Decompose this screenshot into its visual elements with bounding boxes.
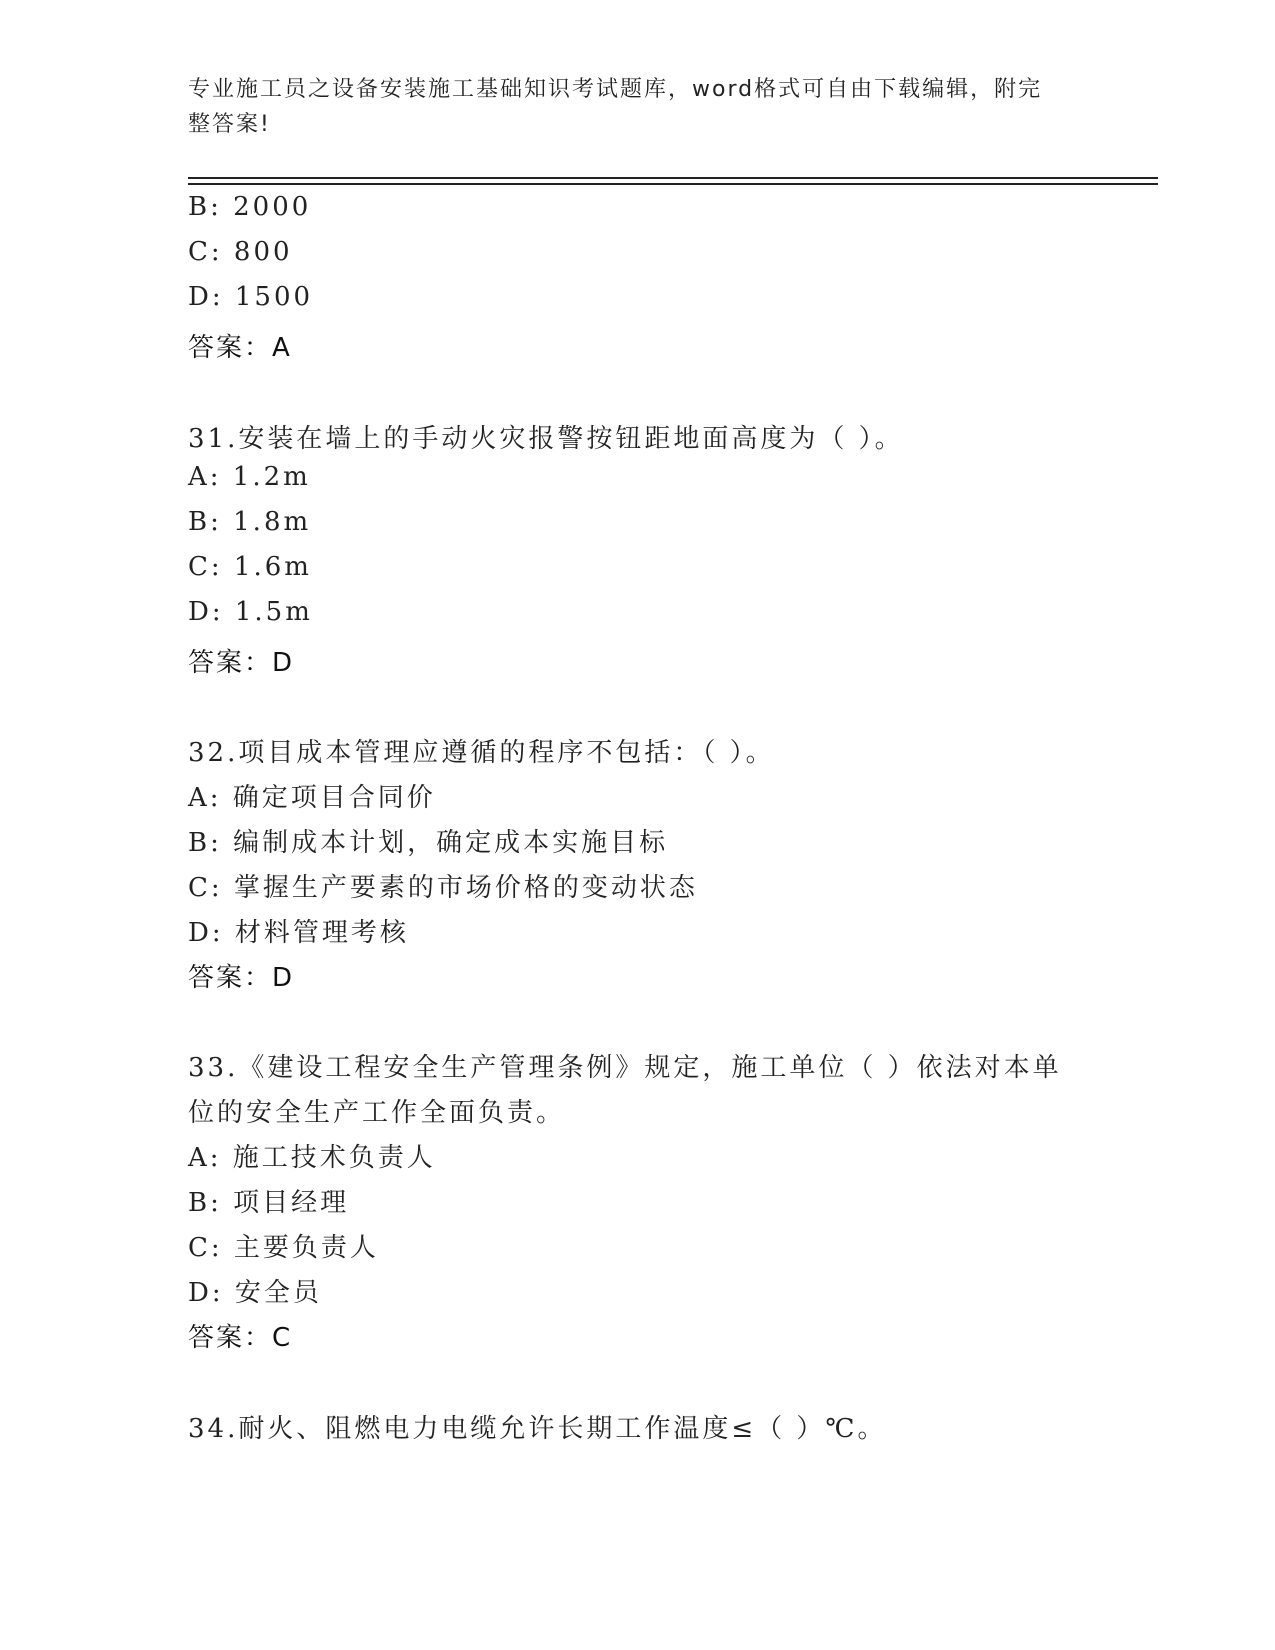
question-33-line2: 位的安全生产工作全面负责。 [188, 1098, 566, 1128]
option-b-q33: B: 项目经理 [188, 1188, 350, 1218]
answer-q30: 答案：A [188, 333, 292, 363]
question-33-line1: 33.《建设工程安全生产管理条例》规定，施工单位（ ）依法对本单 [188, 1053, 1062, 1083]
option-a-q33: A: 施工技术负责人 [188, 1143, 436, 1173]
question-31: 31.安装在墙上的手动火灾报警按钮距地面高度为（ ）。 [188, 424, 904, 454]
question-32: 32.项目成本管理应遵循的程序不包括：（ ）。 [188, 738, 775, 768]
document-header [188, 72, 1068, 142]
header-title-line2: 整答案! [188, 112, 271, 137]
option-b-q32: B: 编制成本计划，确定成本实施目标 [188, 828, 669, 858]
option-c-q33: C: 主要负责人 [188, 1233, 379, 1263]
option-d-q32: D: 材料管理考核 [188, 918, 409, 948]
option-b-q30: B: 2000 [188, 192, 312, 222]
answer-q33: 答案：C [188, 1323, 293, 1353]
option-b-q31: B: 1.8m [188, 507, 312, 537]
option-c-q31: C: 1.6m [188, 552, 312, 582]
option-d-q30: D: 1500 [188, 282, 314, 312]
answer-q32: 答案：D [188, 963, 295, 993]
option-a-q31: A: 1.2m [188, 462, 311, 492]
answer-q31: 答案：D [188, 648, 295, 678]
header-title-line1: 专业施工员之设备安装施工基础知识考试题库，word格式可自由下载编辑，附完 [188, 77, 1043, 102]
option-d-q33: D: 安全员 [188, 1278, 322, 1308]
option-c-q30: C: 800 [188, 237, 293, 267]
header-divider-top [188, 177, 1158, 179]
option-c-q32: C: 掌握生产要素的市场价格的变动状态 [188, 873, 698, 903]
option-a-q32: A: 确定项目合同价 [188, 783, 436, 813]
option-d-q31: D: 1.5m [188, 597, 313, 627]
question-34: 34.耐火、阻燃电力电缆允许长期工作温度≤（ ）℃。 [188, 1414, 887, 1444]
header-divider-bottom [188, 183, 1158, 185]
